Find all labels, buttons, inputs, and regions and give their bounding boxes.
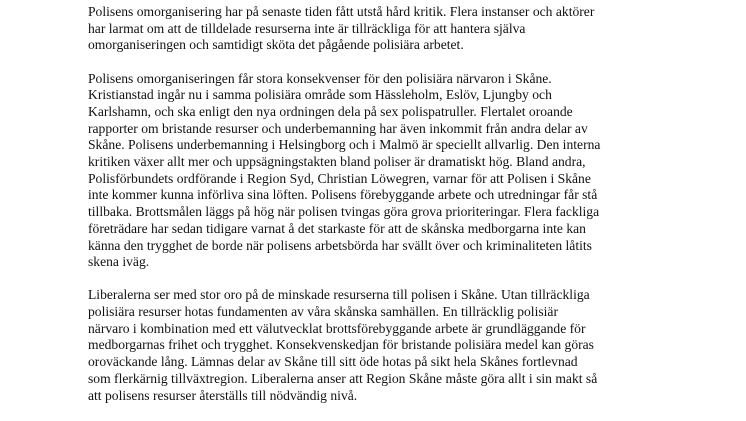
paragraph-line: rapporter om bristande resurser och underbemanning har även inkommit från andra delar av [88, 120, 588, 136]
paragraph-line: inte kommer kunna införliva sina löften. Polisens förebyggande arbete och utredningar får stå [88, 187, 598, 203]
document-body [88, 4, 728, 421]
paragraph-intro [88, 4, 728, 54]
paragraph-line: att polisens resurser återställs till nödvändig nivå. [88, 387, 358, 403]
paragraph-line: skena iväg. [88, 254, 150, 270]
paragraph-line: tillbaka. Brottsmålen läggs på hög när polisen tvingas göra grova prioriteringar. Flera fackliga [88, 204, 600, 220]
paragraph-line: Polisens omorganiseringen får stora konsekvenser för den polisiära närvaron i Skåne. [88, 70, 552, 86]
paragraph-line: omorganiseringen och samtidigt sköta det pågående polisiära arbetet. [88, 37, 464, 53]
paragraph-line: medborgarnas frihet och trygghet. Konsekvenskedjan för bristande polisiära medel kan göras [88, 337, 594, 353]
paragraph-line: som flerkärnig tillväxtregion. Liberalerna anser att Region Skåne måste göra allt i sin makt så [88, 370, 598, 386]
paragraph-line: Kristianstad ingår nu i samma polisiära område som Hässleholm, Eslöv, Ljungby och [88, 87, 552, 103]
paragraph-line: Polisens omorganisering har på senaste tiden fått utstå hård kritik. Flera instanser och aktörer [88, 4, 595, 19]
paragraph-line: har larmat om att de tilldelade resurserna inte är tillräckliga för att hantera själva [88, 20, 526, 36]
paragraph-line: Skåne. Polisens underbemanning i Helsingborg och i Malmö är speciellt allvarlig. Den interna [88, 137, 601, 153]
paragraph-line: kritiken växer allt mer och uppsägningstakten bland poliser är dramatiskt hög. Bland andra, [88, 154, 586, 170]
paragraph-line: Karlshamn, och ska enligt den nya ordningen dela på sex polispatruller. Flertalet oroande [88, 103, 573, 119]
paragraph-line: företrädare har sedan tidigare varnat å det starkaste för att de skånska medborgarna inte kan [88, 220, 586, 236]
paragraph-line: känna den trygghet de borde när polisens arbetsbörda har svällt över och kriminaliteten låtits [88, 237, 592, 253]
paragraph-line: Liberalerna ser med stor oro på de minskade resurserna till polisen i Skåne. Utan tillräckliga [88, 287, 590, 303]
paragraph-liberalerna [88, 287, 728, 404]
paragraph-line: närvaro i kombination med ett välutvecklat brottsförebyggande arbete är grundläggande för [88, 320, 586, 336]
paragraph-line: oroväckande lång. Lämnas delar av Skåne till sitt öde hotas på sikt hela Skånes fortlevnad [88, 354, 578, 370]
paragraph-consequences [88, 71, 728, 271]
paragraph-line: Polisförbundets ordförande i Region Syd, Christian Löwegren, varnar för att Polisen i Skåne [88, 170, 591, 186]
paragraph-line: polisiära resurser hotas fundamenten av våra skånska samhällen. En tillräcklig polisiär [88, 304, 558, 320]
